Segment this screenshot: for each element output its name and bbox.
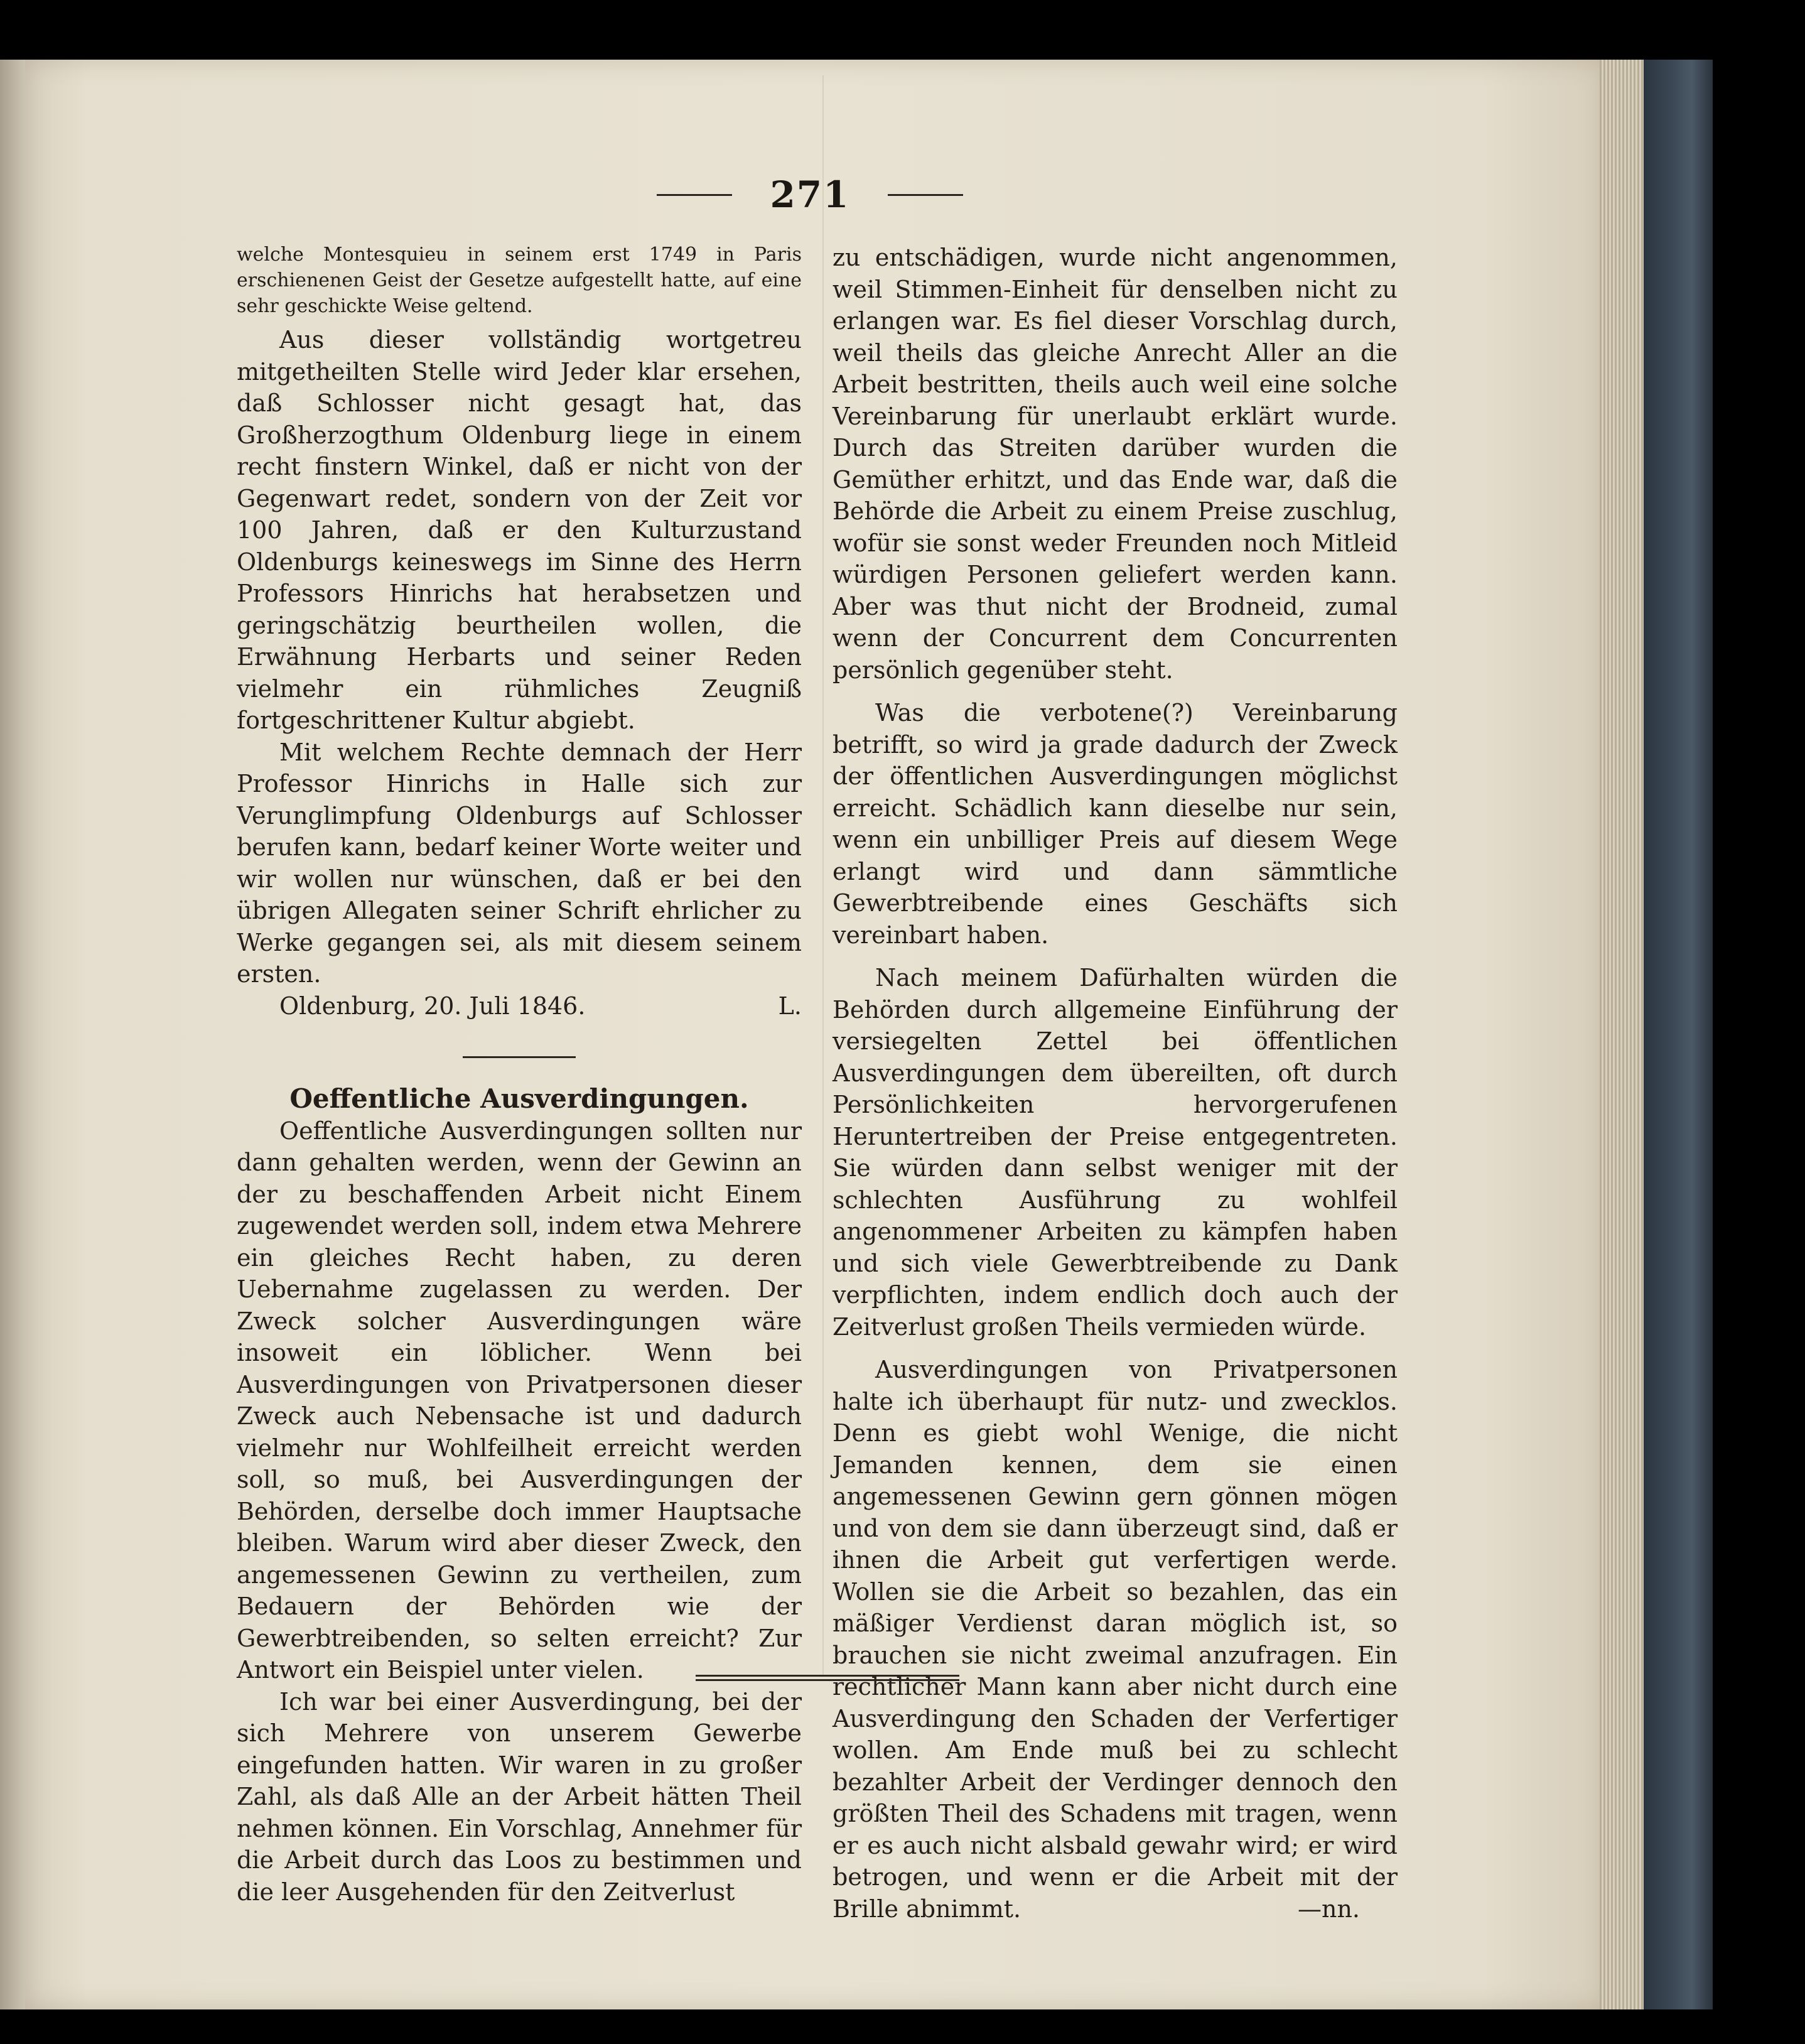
header-rule-right — [888, 194, 963, 196]
signoff — [237, 990, 802, 1022]
signoff-author: L. — [778, 992, 802, 1020]
page-number: 271 — [770, 173, 850, 216]
page-end-rule — [696, 1675, 959, 1681]
paragraph: Mit welchem Rechte demnach der Herr Professor Hinrichs in Halle sich zur Verunglimpfung Oldenburgs auf Schlosser berufen kann, bedarf keiner Worte weiter und wir wollen nur wünschen, daß er bei den übrigen Allegaten seiner Schrift ehrlicher zu Werke gegangen sei, als mit diesem seinem ersten. — [237, 738, 802, 988]
right-column — [832, 242, 1398, 1925]
page-header — [647, 166, 973, 223]
book-cover — [1644, 60, 1713, 2009]
paragraph: Aus dieser vollständig wortgetreu mitgetheilten Stelle wird Jeder klar ersehen, daß Schlosser nicht gesagt hat, das Großherzogthum Oldenburg liege in einem recht finstern Winkel, daß er nicht von der Gegenwart redet, sondern von der Zeit vor 100 Jahren, daß er den Kulturzustand Oldenburgs keineswegs im Sinne des Herrn Professors Hinrichs hat herabsetzen und geringschätzig beurtheilen wollen, die Erwähnung Herbarts und seiner Reden vielmehr ein rühmliches Zeugniß fortgeschrittener Kultur abgiebt. — [237, 326, 802, 734]
paragraph: Was die verbotene(?) Vereinbarung betrifft, so wird ja grade dadurch der Zweck der öffentlichen Ausverdingungen möglichst erreicht. Schädlich kann dieselbe nur sein, wenn ein unbilliger Preis auf diesem Wege erlangt wird und dann sämmtliche Gewerbtreibende eines Geschäfts sich vereinbart haben. — [832, 699, 1398, 949]
article-author: —nn. — [1297, 1895, 1360, 1923]
paragraph: Nach meinem Dafürhalten würden die Behörden durch allgemeine Einführung der versiegelten Zettel bei öffentlichen Ausverdingungen dem übereilten, oft durch Persönlichkeiten hervorgerufenen Heruntertreiben der Preise entgegentreten. Sie würden dann selbst weniger mit der schlechten Ausführung zu wohlfeil angenommener Arbeiten zu kämpfen haben und sich viele Gewerbtreibende zu Dank verpflichten, indem endlich doch auch der Zeitverlust großen Theils vermieden würde. — [832, 964, 1398, 1341]
section-divider — [463, 1056, 576, 1058]
signoff-place: Oldenburg, 20. Juli 1846. — [279, 992, 586, 1020]
column-gutter — [822, 75, 824, 1677]
page-block-edges — [1600, 60, 1644, 2009]
footnote-fragment: welche Montesquieu in seinem erst 1749 in Paris erschienenen Geist der Gesetze aufgestellt hatte, auf eine sehr geschickte Weise geltend. — [237, 244, 802, 317]
paragraph: Oeffentliche Ausverdingungen sollten nur dann gehalten werden, wenn der Gewinn an der zu beschaffenden Arbeit nicht Einem zugewendet werden soll, indem etwa Mehrere ein gleiches Recht haben, zu deren Uebernahme zugelassen zu werden. Der Zweck solcher Ausverdingungen wäre insoweit ein löblicher. Wenn bei Ausverdingungen von Privatpersonen dieser Zweck auch Nebensache ist und dadurch vielmehr nur Wohlfeilheit erreicht werden soll, so muß, bei Ausverdingungen der Behörden, derselbe doch immer Hauptsache bleiben. Warum wird aber dieser Zweck, den angemessenen Gewinn zu vertheilen, zum Bedauern der Behörden wie der Gewerbtreibenden, so selten erreicht? Zur Antwort ein Beispiel unter vielen. — [237, 1117, 802, 1684]
paragraph: Ausverdingungen von Privatpersonen halte ich überhaupt für nutz- und zwecklos. Denn es giebt wohl Wenige, die nicht Jemanden kennen, dem sie einen angemessenen Gewinn gern gönnen mögen und von dem sie dann überzeugt sind, daß er ihnen die Arbeit gut verfertigen werde. Wollen sie die Arbeit so bezahlen, das ein mäßiger Verdienst daran möglich ist, so brauchen sie nicht zweimal anzufragen. Ein rechtlicher Mann kann aber nicht durch eine Ausverdingung den Schaden der Verfertiger wollen. Am Ende muß bei zu schlecht bezahlter Arbeit der Verdinger dennoch den größten Theil des Schadens mit tragen, wenn er es auch nicht alsbald gewahr wird; er wird betrogen, und wenn er die Arbeit mit der Brille abnimmt. — [832, 1356, 1398, 1923]
article-title: Oeffentliche Ausverdingungen. — [289, 1083, 749, 1114]
header-rule-left — [657, 194, 732, 196]
paragraph: zu entschädigen, wurde nicht angenommen, weil Stimmen-Einheit für denselben nicht zu erlangen war. Es fiel dieser Vorschlag durch, weil theils das gleiche Anrecht Aller an die Arbeit bestritten, theils auch weil eine solche Vereinbarung für unerlaubt erklärt wurde. Durch das Streiten darüber wurden die Gemüther erhitzt, und das Ende war, daß die Behörde die Arbeit zu einem Preise zuschlug, wofür sie sonst weder Freunden noch Mitleid würdigen Personen geliefert werden kann. Aber was thut nicht der Brodneid, zumal wenn der Concurrent dem Concurrenten persönlich gegenüber steht. — [832, 244, 1398, 684]
paragraph: Ich war bei einer Ausverdingung, bei der sich Mehrere von unserem Gewerbe eingefunden hatten. Wir waren in zu großer Zahl, als daß Alle an der Arbeit hätten Theil nehmen können. Ein Vorschlag, Annehmer für die Arbeit durch das Loos zu bestimmen und die leer Ausgehenden für den Zeitverlust — [237, 1687, 802, 1906]
left-column — [237, 242, 802, 1908]
